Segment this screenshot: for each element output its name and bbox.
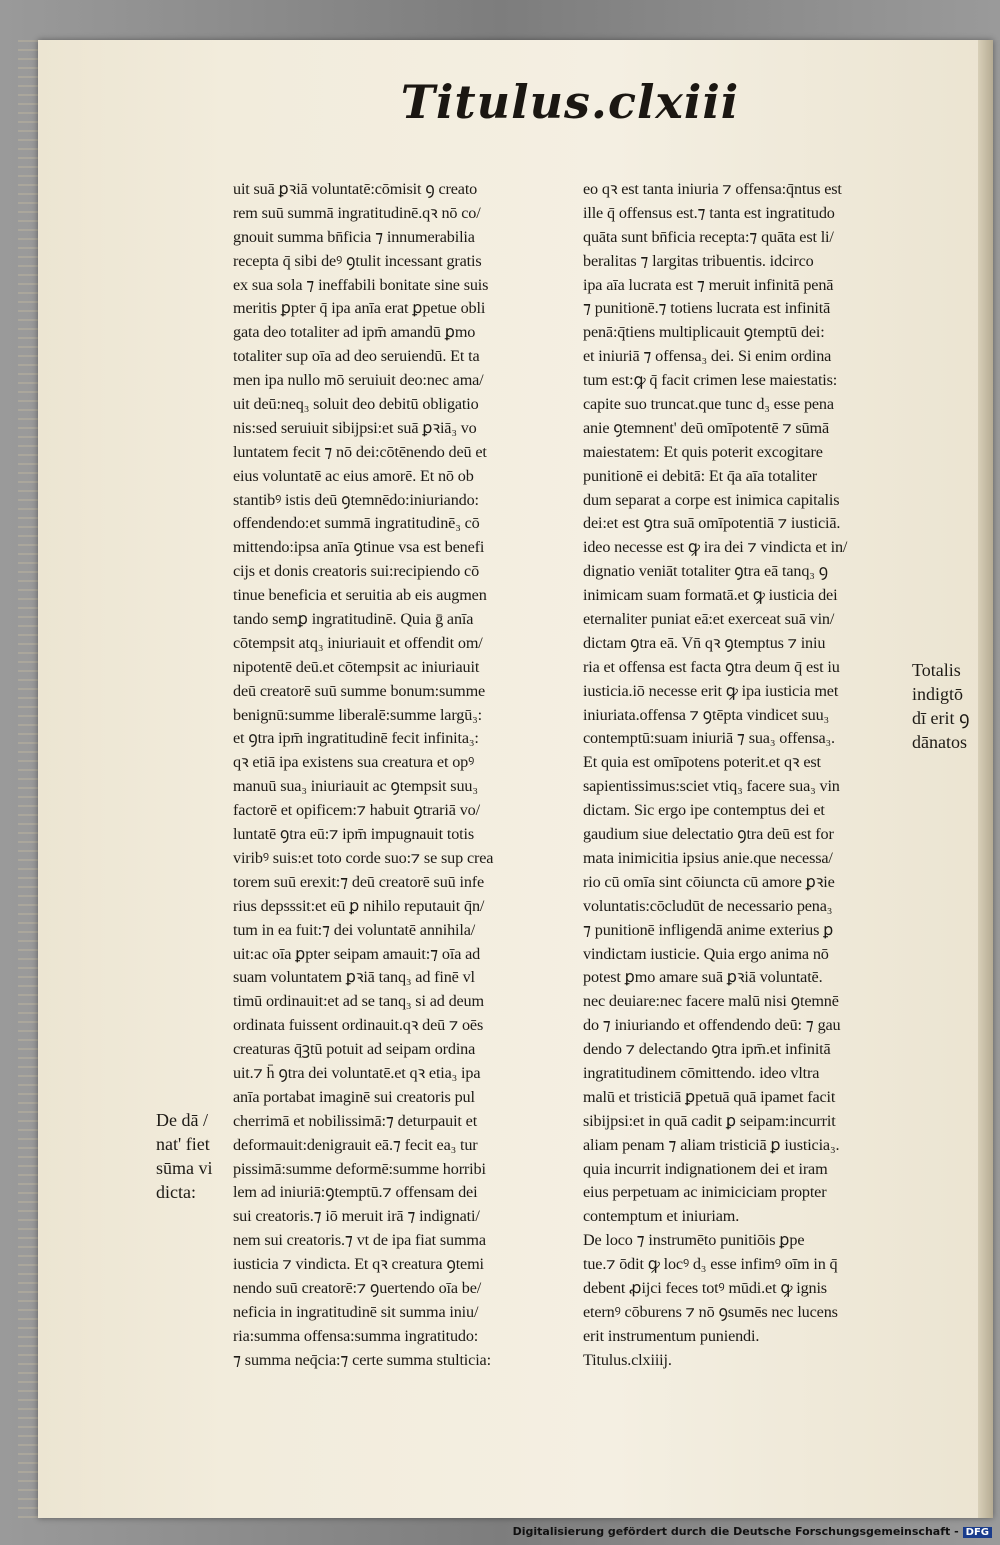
text-line: ⁊ summa neq̄cia:⁊ certe summa stulticia: <box>233 1350 491 1369</box>
text-line: ⁊ punitionē infligendā anime exterius ꝑ <box>583 920 834 939</box>
text-line: tinue beneficia et seruitia ab eis augmen <box>233 586 487 605</box>
text-line: uit deū:neq₃ soluit deo debitū obligatio <box>233 395 479 414</box>
text-line: et iniuriā ⁊ offensa₃ dei. Si enim ordina <box>583 347 832 366</box>
text-line: sapientissimus:sciet vtiq₃ facere sua₃ vin <box>583 777 840 796</box>
text-line: luntatē ꝯtra eū:⁊ ipm̄ impugnauit totis <box>233 825 474 844</box>
text-line: mata inimicitia ipsius anie.que necessa/ <box>583 848 833 867</box>
text-line: capite suo truncat.que tunc d₃ esse pena <box>583 395 834 414</box>
text-line: aliam penam ⁊ aliam tristiciā ꝑ iusticia₃. <box>583 1135 840 1154</box>
text-line: mittendo:ipsa anīa ꝯtinue vsa est benefi <box>233 538 485 557</box>
text-line: uit:ac oīa ꝑpter seipam amauit:⁊ oīa ad <box>233 944 481 963</box>
margin-line: dānatos <box>912 731 967 752</box>
text-line: manuū sua₃ iniuriauit ac ꝯtempsit suu₃ <box>233 777 478 796</box>
text-line: gaudium siue delectatio ꝯtra deū est for <box>583 825 834 844</box>
text-line: dictam. Sic ergo ipe contemptus dei et <box>583 801 825 820</box>
text-line: rem suū summā ingratitudinē.qꝛ nō co/ <box>233 203 481 222</box>
text-line: ordinata fuissent ordinauit.qꝛ deū ⁊ oēs <box>233 1016 484 1035</box>
text-line: et ꝯtra ipm̄ ingratitudinē fecit infinita₃: <box>233 729 479 748</box>
text-line: factorē et opificem:⁊ habuit ꝯtrariā vo/ <box>233 801 480 820</box>
text-line: uit.⁊ h̄ ꝯtra dei voluntatē.et qꝛ etia₃ ipa <box>233 1063 481 1082</box>
text-line: cijs et donis creatoris sui:recipiendo cō <box>233 562 480 581</box>
text-line: eternaliter puniat eā:et exerceat suā vin/ <box>583 610 835 629</box>
text-line: luntatem fecit ⁊ nō dei:cōtēnendo deū et <box>233 442 487 461</box>
margin-note-left <box>156 1109 234 1205</box>
text-line: beralitas ⁊ largitas tribuentis. idcirco <box>583 251 814 270</box>
text-line: malū et tristiciā ꝑpetuā quā ipamet facit <box>583 1087 836 1106</box>
text-line: viribꝰ suis:et toto corde suo:⁊ se sup crea <box>233 848 494 867</box>
text-line: sibijpsi:et in quā cadit ꝑ seipam:incurrit <box>583 1111 836 1130</box>
text-line: neficia in ingratitudinē sit summa iniu/ <box>233 1302 479 1321</box>
text-line: inimicam suam formatā.et ꝙ iusticia dei <box>583 586 838 605</box>
text-line: dendo ⁊ delectando ꝯtra ipm̄.et infinitā <box>583 1040 831 1059</box>
margin-line: nat' fiet <box>156 1133 210 1154</box>
margin-line: sūma vi <box>156 1157 213 1178</box>
text-line: contemptum et iniuriam. <box>583 1207 740 1226</box>
text-line: debent ꝓijci feces totꝰ mūdi.et ꝙ ignis <box>583 1278 827 1297</box>
text-line: contemptū:suam iniuriā ⁊ sua₃ offensa₃. <box>583 729 835 748</box>
text-line: iusticia ⁊ vindicta. Et qꝛ creatura ꝯtemi <box>233 1255 484 1274</box>
text-line: nipotentē deū.et cōtempsit ac iniuriauit <box>233 657 480 676</box>
text-line: stantibꝰ istis deū ꝯtemnēdo:iniuriando: <box>233 490 479 509</box>
text-line: tum est:ꝙ q̄ facit crimen lese maiestatis: <box>583 371 838 390</box>
text-line: creaturas q̄ꝫtū potuit ad seipam ordina <box>233 1040 476 1059</box>
text-line: eius voluntatē ac eius amorē. Et nō ob <box>233 466 474 485</box>
footer-text: Digitalisierung gefördert durch die Deutsche Forschungsgemeinschaft - <box>512 1525 959 1538</box>
text-line: deformauit:denigrauit eā.⁊ fecit ea₃ tur <box>233 1135 478 1154</box>
text-line: ille q̄ offensus est.⁊ tanta est ingratitudo <box>583 203 835 222</box>
margin-line: indigtō <box>912 683 964 704</box>
margin-line: De dā / <box>156 1110 208 1130</box>
text-line: Titulus.clxiiij. <box>583 1350 672 1369</box>
footer-credit <box>513 1525 992 1538</box>
text-line: potest ꝑmo amare suā ꝑꝛiā voluntatē. <box>583 968 823 987</box>
text-line: deū creatorē suū summe bonum:summe <box>233 681 486 700</box>
text-line: lem ad iniuriā:ꝯtemptū.⁊ offensam dei <box>233 1183 478 1202</box>
text-line: gata deo totaliter ad ipm̄ amandū ꝑmo <box>233 323 476 342</box>
text-line: do ⁊ iniuriando et offendendo deū: ⁊ gau <box>583 1016 841 1035</box>
text-line: nec deuiare:nec facere malū nisi ꝯtemnē <box>583 992 839 1011</box>
text-line: anīa portabat imaginē sui creatoris pul <box>233 1087 475 1106</box>
text-line: totaliter sup oīa ad deo seruiendū. Et ta <box>233 347 480 366</box>
text-line: dictam ꝯtra eā. Vn̄ qꝛ ꝯtemptus ⁊ iniu <box>583 633 826 652</box>
text-line: erit instrumentum puniendi. <box>583 1326 760 1345</box>
text-line: tue.⁊ ōdit ꝙ locꝰ d₃ esse infimꝰ oīm in q̄ <box>583 1255 838 1274</box>
text-column-left <box>233 178 563 1373</box>
text-line: ⁊ punitionē.⁊ totiens lucrata est infinitā <box>583 299 831 318</box>
text-line: ingratitudinem cōmittendo. ideo vltra <box>583 1063 820 1082</box>
text-line: nem sui creatoris.⁊ vt de ipa fiat summa <box>233 1231 486 1250</box>
text-line: rius depsssit:et eū ꝑ nihilo reputauit q̄n/ <box>233 896 485 915</box>
text-line: Et quia est omīpotens poterit.et qꝛ est <box>583 753 821 772</box>
text-line: penā:q̄tiens multiplicauit ꝯtemptū dei: <box>583 323 825 342</box>
text-line: cherrimā et nobilissimā:⁊ deturpauit et <box>233 1111 478 1130</box>
text-line: ria et offensa est facta ꝯtra deum q̄ est iu <box>583 657 840 676</box>
text-line: dei:et est ꝯtra suā omīpotentiā ⁊ iusticiā. <box>583 514 841 533</box>
margin-line: dī erit ꝯ <box>912 707 970 728</box>
page-title: Titulus.clxiii <box>400 75 740 129</box>
text-line: voluntatis:cōcludūt de necessario pena₃ <box>583 896 833 915</box>
text-line: ria:summa offensa:summa ingratitudo: <box>233 1326 479 1345</box>
text-line: offendendo:et summā ingratitudinē₃ cō <box>233 514 480 533</box>
text-line: ipa aīa lucrata est ⁊ meruit infinitā penā <box>583 275 834 294</box>
text-line: sui creatoris.⁊ iō meruit irā ⁊ indignati/ <box>233 1207 480 1226</box>
text-line: uit suā ꝑꝛiā voluntatē:cōmisit ꝯ creato <box>233 180 478 198</box>
text-line: vindictam iusticie. Quia ergo anima nō <box>583 944 829 963</box>
text-line: eternꝰ cōburens ⁊ nō ꝯsumēs nec lucens <box>583 1302 838 1321</box>
text-line: tum in ea fuit:⁊ dei voluntatē annihila/ <box>233 920 476 939</box>
page-gutter <box>978 40 993 1518</box>
text-line: punitionē ei debitā: Et q̄a aīa totaliter <box>583 466 818 485</box>
text-line: eius perpetuam ac inimiciciam propter <box>583 1183 827 1202</box>
text-line: quia incurrit indignationem dei et iram <box>583 1159 828 1178</box>
text-line: men ipa nullo mō seruiuit deo:nec ama/ <box>233 371 484 390</box>
text-line: cōtempsit atq₃ iniuriauit et offendit om/ <box>233 633 483 652</box>
text-line: nendo suū creatorē:⁊ ꝯuertendo oīa be/ <box>233 1278 482 1297</box>
text-line: rio cū omīa sint cōiuncta cū amore ꝑꝛie <box>583 872 835 891</box>
text-line: maiestatem: Et quis poterit excogitare <box>583 442 823 461</box>
text-line: gnouit summa bn̄ficia ⁊ innumerabilia <box>233 227 475 246</box>
text-line: dum separat a corpe est inimica capitalis <box>583 490 840 509</box>
text-line: timū ordinauit:et ad se tanq₃ si ad deum <box>233 992 484 1011</box>
text-line: ex sua sola ⁊ ineffabili bonitate sine suis <box>233 275 489 294</box>
text-line: benignū:summe liberalē:summe largū₃: <box>233 705 482 724</box>
margin-line: Totalis <box>912 660 961 680</box>
text-line: meritis ꝑpter q̄ ipa anīa erat ꝑpetue obli <box>233 299 486 318</box>
text-line: quāta sunt bn̄ficia recepta:⁊ quāta est li/ <box>583 227 834 246</box>
text-line: suam voluntatem ꝑꝛiā tanq₃ ad finē vl <box>233 968 475 987</box>
margin-line: dicta: <box>156 1181 196 1202</box>
dfg-logo: DFG <box>963 1527 992 1538</box>
text-line: iusticia.iō necesse erit ꝙ ipa iusticia met <box>583 681 839 700</box>
text-line: pissimā:summe deformē:summe horribi <box>233 1159 486 1178</box>
text-column-right <box>583 178 913 1373</box>
text-line: De loco ⁊ instrumēto punitiōis ꝑpe <box>583 1231 805 1250</box>
text-line: iniuriata.offensa ⁊ ꝯtēpta vindicet suu₃ <box>583 705 830 724</box>
text-line: dignatio veniāt totaliter ꝯtra eā tanq₃ ꝯ <box>583 562 829 581</box>
text-line: anie ꝯtemnent' deū omīpotentē ⁊ sūmā <box>583 418 829 437</box>
text-line: nis:sed seruiuit sibijpsi:et suā ꝑꝛiā₃ vo <box>233 418 477 437</box>
text-line: tando semꝑ ingratitudinē. Quia ḡ anīa <box>233 610 474 629</box>
page-edge-marks <box>18 40 38 1518</box>
text-line: recepta q̄ sibi deꝰ ꝯtulit incessant gratis <box>233 251 482 270</box>
margin-note-right <box>912 659 988 755</box>
text-line: eo qꝛ est tanta iniuria ⁊ offensa:q̄ntus est <box>583 180 842 198</box>
text-line: torem suū erexit:⁊ deū creatorē suū infe <box>233 872 485 891</box>
text-line: ideo necesse est ꝙ ira dei ⁊ vindicta et in/ <box>583 538 848 557</box>
text-line: qꝛ etiā ipa existens sua creatura et opꝰ <box>233 753 475 772</box>
